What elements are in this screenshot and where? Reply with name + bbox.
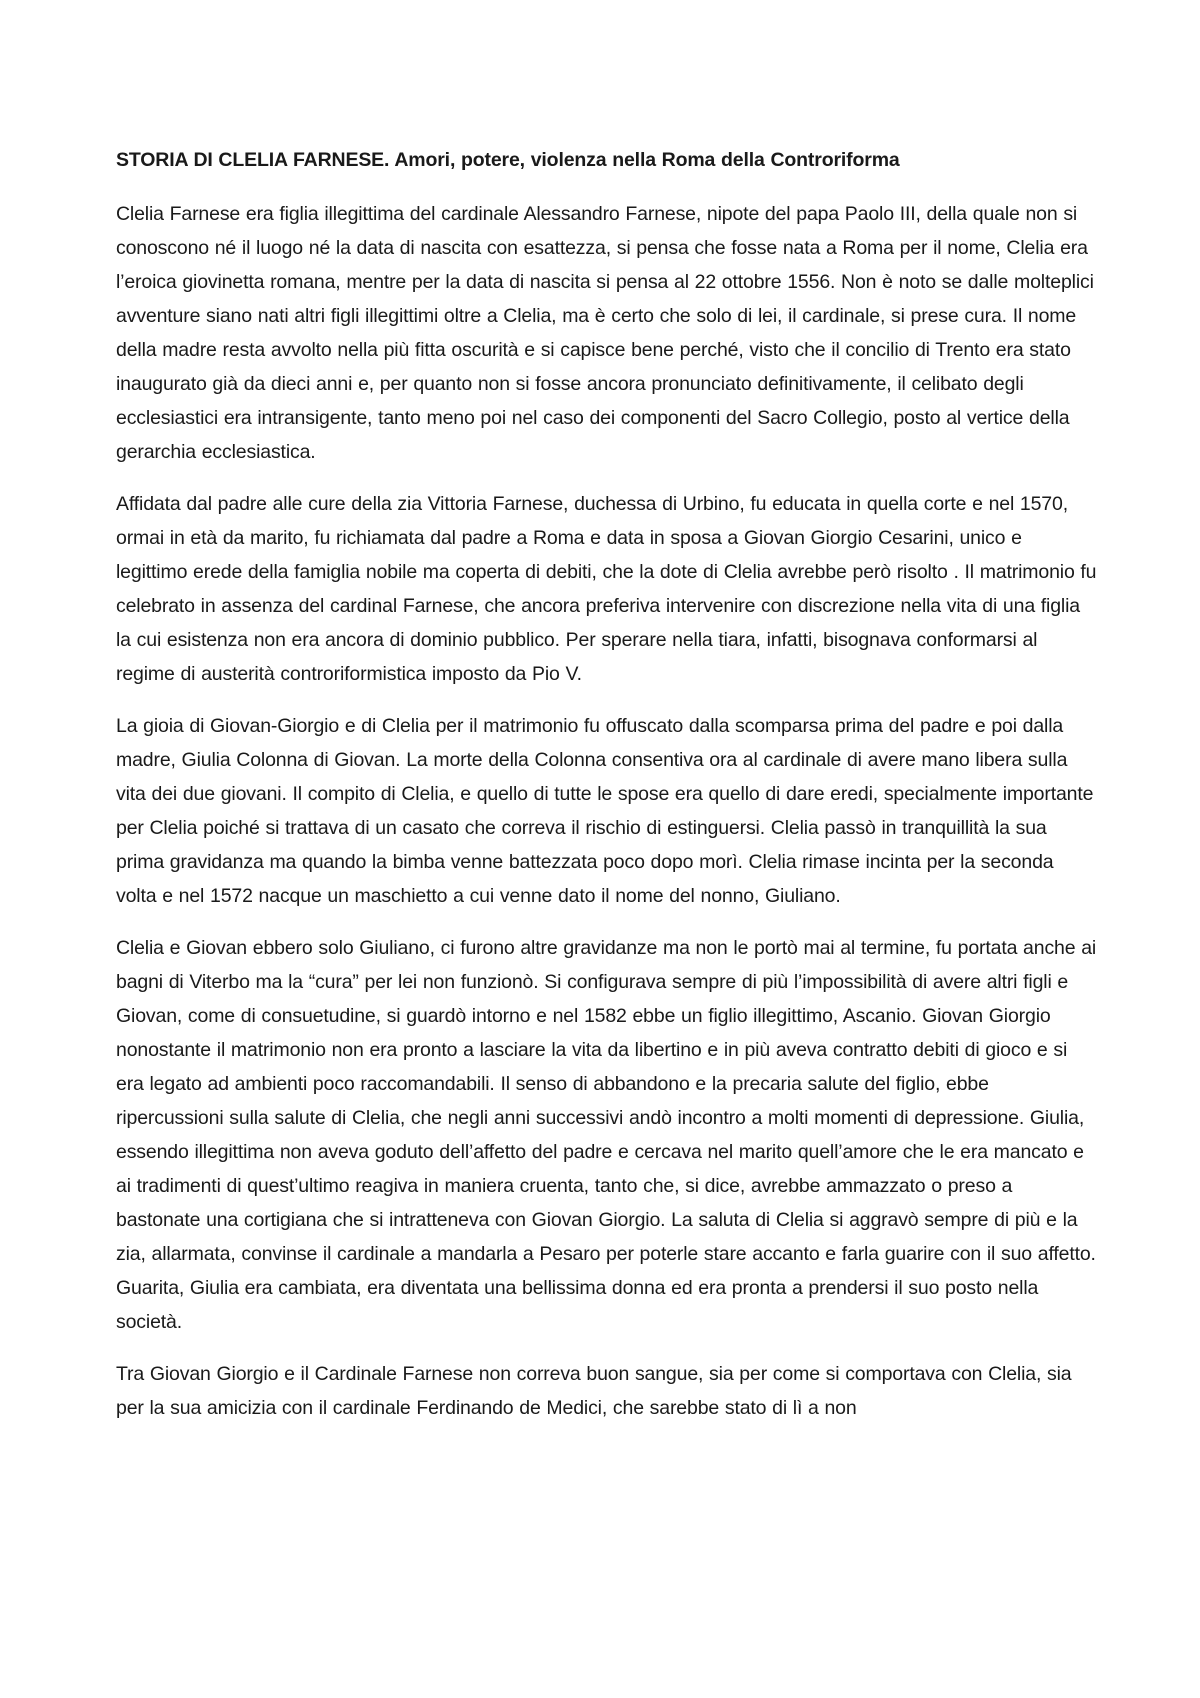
title-subtitle: Amori, potere, violenza nella Roma della Controriforma (394, 149, 900, 171)
paragraph-1: Clelia Farnese era figlia illegittima del cardinale Alessandro Farnese, nipote del papa Paolo III, della quale non si conoscono né il luogo né la data di nascita con esattezza, si pensa che fosse nata a Roma per il nome, Clelia era l’eroica giovinetta romana, mentre per la data di nascita si pensa al 22 ottobre 1556. Non è noto se dalle molteplici avventure siano nati altri figli illegittimi oltre a Clelia, ma è certo che solo di lei, il cardinale, si prese cura. Il nome della madre resta avvolto nella più fitta oscurità e si capisce bene perché, visto che il concilio di Trento era stato inaugurato già da dieci anni e, per quanto non si fosse ancora pronunciato definitivamente, il celibato degli ecclesiastici era intransigente, tanto meno poi nel caso dei componenti del Sacro Collegio, posto al vertice della gerarchia ecclesiastica. (116, 203, 1094, 463)
paragraph-5: Tra Giovan Giorgio e il Cardinale Farnese non correva buon sangue, sia per come si comportava con Clelia, sia per la sua amicizia con il cardinale Ferdinando de Medici, che sarebbe stato di lì a non (116, 1363, 1072, 1419)
paragraph-4: Clelia e Giovan ebbero solo Giuliano, ci furono altre gravidanze ma non le portò mai al termine, fu portata anche ai bagni di Viterbo ma la “cura” per lei non funzionò. Si configurava sempre di più l’impossibilità di avere altri figli e Giovan, come di consuetudine, si guardò intorno e nel 1582 ebbe un figlio illegittimo, Ascanio. Giovan Giorgio nonostante il matrimonio non era pronto a lasciare la vita da libertino e in più aveva contratto debiti di gioco e si era legato ad ambienti poco raccomandabili. Il senso di abbandono e la precaria salute del figlio, ebbe ripercussioni sulla salute di Clelia, che negli anni successivi andò incontro a molti momenti di depressione. Giulia, essendo illegittima non aveva goduto dell’affetto del padre e cercava nel marito quell’amore che le era mancato e ai tradimenti di quest’ultimo reagiva in maniera cruenta, tanto che, si dice, avrebbe ammazzato o preso a bastonate una cortigiana che si intratteneva con Giovan Giorgio. La saluta di Clelia si aggravò sempre di più e la zia, allarmata, convinse il cardinale a mandarla a Pesaro per poterle stare accanto e farla guarire con il suo affetto. Guarita, Giulia era cambiata, era diventata una bellissima donna ed era pronta a prendersi il suo posto nella società. (116, 937, 1097, 1333)
document-title (116, 143, 1098, 177)
title-main: STORIA DI CLELIA FARNESE. (116, 149, 390, 171)
document-body (116, 143, 1098, 1443)
paragraph-2: Affidata dal padre alle cure della zia Vittoria Farnese, duchessa di Urbino, fu educata in quella corte e nel 1570, ormai in età da marito, fu richiamata dal padre a Roma e data in sposa a Giovan Giorgio Cesarini, unico e legittimo erede della famiglia nobile ma coperta di debiti, che la dote di Clelia avrebbe però risolto . Il matrimonio fu celebrato in assenza del cardinal Farnese, che ancora preferiva intervenire con discrezione nella vita di una figlia la cui esistenza non era ancora di dominio pubblico. Per sperare nella tiara, infatti, bisognava conformarsi al regime di austerità controriformistica imposto da Pio V. (116, 493, 1097, 685)
paragraph-3: La gioia di Giovan-Giorgio e di Clelia per il matrimonio fu offuscato dalla scomparsa prima del padre e poi dalla madre, Giulia Colonna di Giovan. La morte della Colonna consentiva ora al cardinale di avere mano libera sulla vita dei due giovani. Il compito di Clelia, e quello di tutte le spose era quello di dare eredi, specialmente importante per Clelia poiché si trattava di un casato che correva il rischio di estinguersi. Clelia passò in tranquillità la sua prima gravidanza ma quando la bimba venne battezzata poco dopo morì. Clelia rimase incinta per la seconda volta e nel 1572 nacque un maschietto a cui venne dato il nome del nonno, Giuliano. (116, 715, 1094, 907)
